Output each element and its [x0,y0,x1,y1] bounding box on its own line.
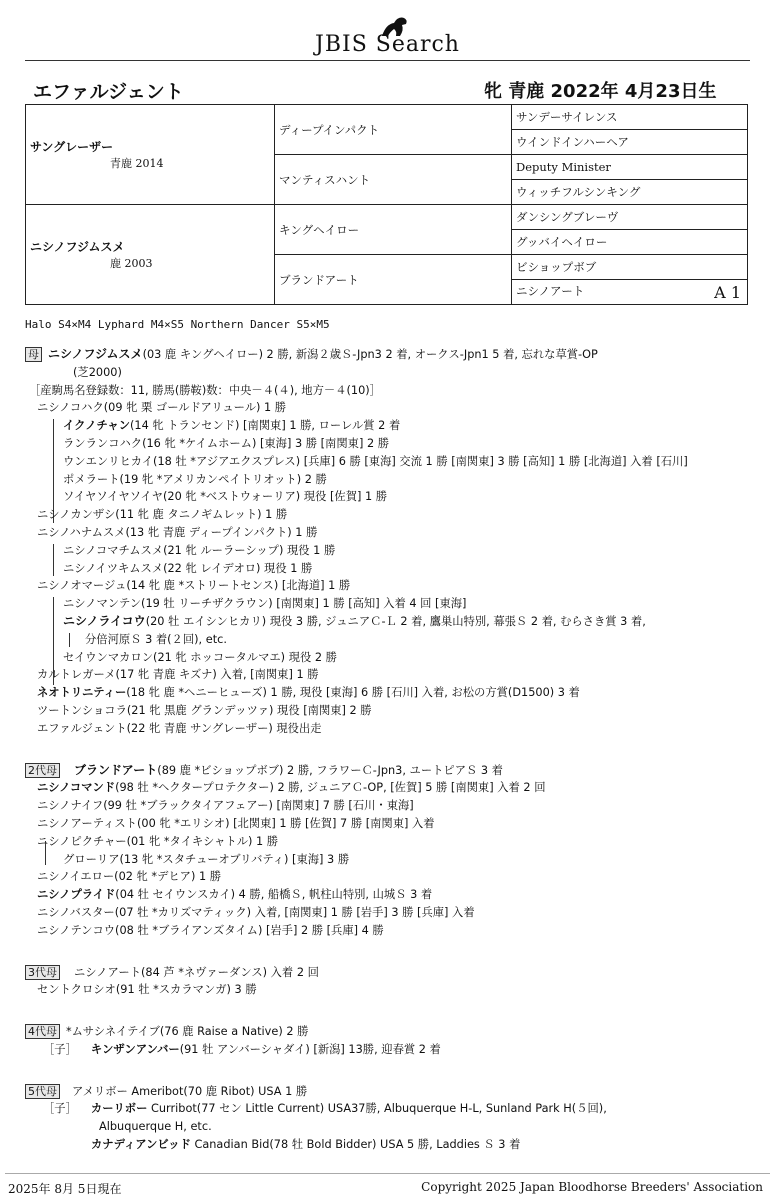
list-item: ポメラート(19 牝 *アメリカンペイトリオット) 2 勝 [63,472,327,486]
sire-cell [26,105,275,205]
offspring-summary: ［産駒馬名登録数：11, 勝馬(勝鞍)数：中央－４(４), 地方－４(10)］ [29,383,381,397]
child-label: ［子］ [43,1102,77,1116]
list-item[interactable]: イクノチャン [63,419,130,433]
child-label: ［子］ [43,1042,77,1056]
family-section [25,346,765,1154]
dam-dam[interactable]: ブランドアート [275,255,512,305]
dam-line [25,346,765,364]
list-item[interactable]: ネオトリニティー [37,686,127,700]
list-item: エファルジェント(22 牝 青鹿 サングレーザー) 現役出走 [37,721,322,735]
list-item: ニシノマンテン(19 牡 リーチザクラウン) [南関東] 1 勝 [高知] 入着 4 回 [東海] [63,597,467,611]
list-item: ニシノナイフ(99 牡 *ブラックタイアフェアー) [南関東] 7 勝 [石川・東海] [37,799,414,813]
list-item[interactable]: カナディアンビッド [91,1138,191,1152]
list-item: ニシノピクチャー(01 牝 *タイキシャトル) 1 勝 [37,834,279,848]
g3-7[interactable]: ビショップボブ [512,255,748,280]
list-item-detail: (18 牝 鹿 *ヘニーヒューズ) 1 勝, 現役 [東海] 6 勝 [石川] 入着, お松の方賞(D1500) 3 着 [126,686,580,700]
g3-3[interactable]: Deputy Minister [512,155,748,180]
list-item-detail: (89 鹿 *ビショップボブ) 2 勝, フラワーＣ-Jpn3, ユートピアＳ 3 着 [157,763,503,777]
list-item-detail: 分倍河原Ｓ 3 着(２回), etc. [85,632,227,646]
sire-dam[interactable]: マンティスハント [275,155,512,205]
inbreeding-cross: Halo S4×M4 Lyphard M4×S5 Northern Dancer S5×M5 [25,318,330,331]
list-item: ニシノテンコウ(08 牡 *ブライアンズタイム) [岩手] 2 勝 [兵庫] 4 勝 [37,923,384,937]
logo-text: JBIS Search [315,32,460,57]
g3-4[interactable]: ウィッチフルシンキング [512,180,748,205]
list-item: ランランコハク(16 牝 *ケイムホーム) [東海] 3 勝 [南関東] 2 勝 [63,436,390,450]
list-item: カルトレガーメ(17 牝 青鹿 キズナ) 入着, [南関東] 1 勝 [37,668,319,682]
sire-sire[interactable]: ディープインパクト [275,105,512,155]
g3-1[interactable]: サンデーサイレンス [512,105,748,130]
g3-5[interactable]: ダンシングブレーヴ [512,205,748,230]
list-item: ニシノアート(84 芦 *ネヴァーダンス) 入着 2 回 [74,965,319,979]
list-item-detail: Albuquerque H, etc. [99,1120,212,1134]
list-item: ソイヤソイヤソイヤ(20 牝 *ベストウォーリア) 現役 [佐賀] 1 勝 [63,490,388,504]
list-item-detail: (98 牡 *ヘクタープロテクター) 2 勝, ジュニアＣ-OP, [佐賀] 5 勝 [南関東] 入着 2 回 [115,781,546,795]
list-item: ツートンショコラ(21 牝 黒鹿 グランデッツァ) 現役 [南関東] 2 勝 [37,703,372,717]
list-item-detail: (20 牡 エイシンヒカリ) 現役 3 勝, ジュニアＣ-Ｌ 2 着, 鷹巣山特別, 幕張Ｓ 2 着, むらさき賞 3 着, [145,614,646,628]
list-item-detail: Curribot(77 セン Little Current) USA37勝, Albuquerque H-L, Sunland Park H(５回), [147,1102,607,1116]
list-item[interactable]: ブランドアート [74,762,158,777]
sire-sub: 青鹿 2014 [110,157,164,170]
tag-5th-dam: 5代母 [25,1084,60,1099]
list-item: ニシノコハク(09 牝 栗 ゴールドアリュール) 1 勝 [37,401,287,415]
list-item: アメリボー Ameribot(70 鹿 Ribot) USA 1 勝 [72,1084,308,1098]
list-item: ニシノオマージュ(14 牝 鹿 *ストリートセンス) [北海道] 1 勝 [37,579,351,593]
list-item: ニシノイエロー(02 牝 *デヒア) 1 勝 [37,870,222,884]
horse-info: 牝 青鹿 2022年 4月23日生 [484,81,717,102]
tree-line [45,841,46,865]
list-item: ニシノハナムスメ(13 牝 青鹿 ディープインパクト) 1 勝 [37,525,318,539]
as-of-date: 2025年 8月 5日現在 [8,1182,122,1196]
list-item[interactable]: カーリボー [90,1102,148,1116]
list-item[interactable]: ニシノライコウ [63,613,146,628]
tag-dam: 母 [25,347,42,362]
horse-name: エファルジェント [33,81,184,103]
dam-name[interactable]: ニシノフジムスメ [30,240,125,254]
jbis-logo[interactable] [0,8,775,57]
list-item: セイウンマカロン(21 牝 ホッコータルマエ) 現役 2 勝 [63,650,337,664]
list-item-detail: (91 牡 アンバーシャダイ) [新潟] 13勝, 迎春賞 2 着 [179,1042,441,1056]
list-item: ウンエンリヒカイ(18 牡 *アジアエクスプレス) [兵庫] 6 勝 [東海] 交流 1 勝 [南関東] 3 勝 [高知] 1 勝 [北海道] 入着 [石川] [63,454,688,468]
list-item[interactable]: ニシノプライド [37,888,116,902]
list-item[interactable]: キンザンアンバー [90,1042,180,1056]
list-item-detail: (04 牡 セイウンスカイ) 4 勝, 船橋Ｓ, 帆柱山特別, 山城Ｓ 3 着 [115,888,433,902]
dam-sub: 鹿 2003 [110,257,153,270]
sire-name[interactable]: サングレーザー [30,140,114,154]
list-item: ニシノカンザシ(11 牝 鹿 タニノギムレット) 1 勝 [37,508,288,522]
list-item: セントクロシオ(91 牡 *スカラマンガ) 3 勝 [37,983,257,997]
list-item: ニシノコマチムスメ(21 牝 ルーラーシップ) 現役 1 勝 [63,543,336,557]
family-number: A 1 [714,282,741,302]
tree-line [69,633,70,647]
g3-8[interactable]: ニシノアート [516,283,585,298]
copyright: Copyright 2025 Japan Bloodhorse Breeders' Association [421,1180,763,1194]
tag-4th-dam: 4代母 [25,1024,60,1039]
dam-sire[interactable]: キングヘイロー [275,205,512,255]
pedigree-table [25,104,748,305]
list-item[interactable]: ニシノフジムスメ [48,347,143,361]
list-item: *ムサシネイテイブ(76 鹿 Raise a Native) 2 勝 [66,1025,309,1039]
tag-2nd-dam: 2代母 [25,763,60,778]
list-item: ニシノアーティスト(00 牝 *エリシオ) [北関東] 1 勝 [佐賀] 7 勝 [南関東] 入着 [37,816,435,830]
list-item: グローリア(13 牝 *スタチューオブリバティ) [東海] 3 勝 [63,852,350,866]
g3-2[interactable]: ウインドインハーヘア [512,130,748,155]
list-item-detail: (芝2000) [73,365,122,379]
list-item[interactable]: ニシノコマンド [37,781,116,795]
g3-8-cell [512,280,748,305]
footer-divider [5,1173,770,1174]
list-item-detail: Canadian Bid(78 牡 Bold Bidder) USA 5 勝, Laddies Ｓ 3 着 [190,1138,521,1152]
header-divider [25,60,750,61]
g3-6[interactable]: グッバイヘイロー [512,230,748,255]
list-item-detail: (14 牝 トランセンド) [南関東] 1 勝, ローレル賞 2 着 [130,419,401,433]
list-item: ニシノイツキムスメ(22 牝 レイデオロ) 現役 1 勝 [63,561,313,575]
dam-cell [26,205,275,305]
list-item-detail: (03 鹿 キングヘイロー) 2 勝, 新潟２歳Ｓ-Jpn3 2 着, オークス-Jpn1 5 着, 忘れな草賞-OP [142,348,598,361]
list-item: ニシノバスター(07 牡 *カリズマティック) 入着, [南関東] 1 勝 [岩手] 3 勝 [兵庫] 入着 [37,905,475,919]
tag-3rd-dam: 3代母 [25,965,60,980]
